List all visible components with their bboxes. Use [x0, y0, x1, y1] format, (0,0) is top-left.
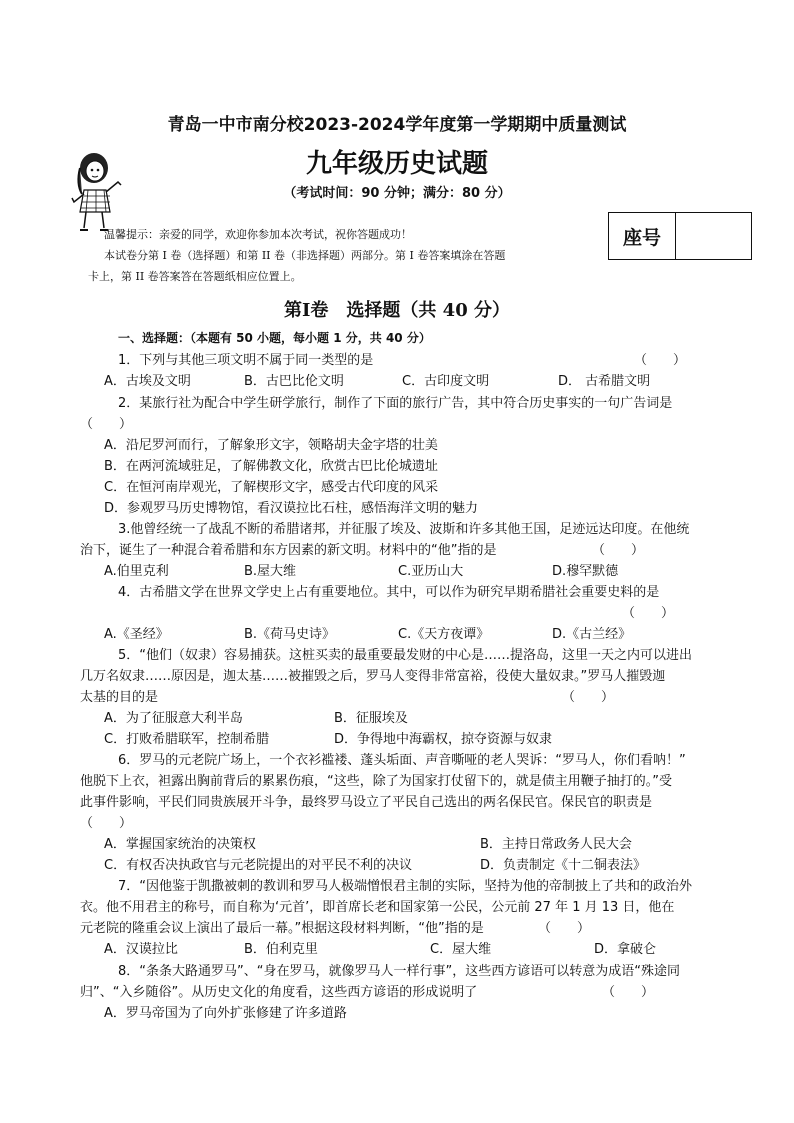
- seat-number-box: [608, 212, 752, 260]
- student-mascot-illustration: [66, 150, 126, 232]
- question-6-option-b: B．主持日常政务人民大会: [480, 837, 632, 852]
- question-3-option-d: D.穆罕默德: [552, 564, 619, 579]
- exam-title: 九年级历史试题: [305, 149, 488, 179]
- tip-line-1: 温馨提示：亲爱的同学，欢迎你参加本次考试，祝你答题成功！: [104, 228, 412, 241]
- question-1-option-b: B．古巴比伦文明: [244, 374, 344, 389]
- question-5-option-a: A．为了征服意大利半岛: [104, 711, 243, 726]
- question-1-stem: 1．下列与其他三项文明不属于同一类型的是: [118, 353, 374, 368]
- question-8-stem-line-2: 归”、“入乡随俗”。从历史文化的角度看，这些西方谚语的形成说明了: [80, 985, 478, 1000]
- question-4-answer-paren: （ ）: [622, 606, 675, 621]
- question-6-stem-line-2: 他脱下上衣，袒露出胸前背后的累累伤痕，“这些，除了为国家打仗留下的，就是债主用鞭子抽打的。”受: [80, 774, 672, 789]
- question-6-option-d: D．负责制定《十二铜表法》: [480, 858, 647, 873]
- question-3-stem-line-1: 3.他曾经统一了战乱不断的希腊诸邦，并征服了埃及、波斯和许多其他王国，足迹远达印度。在他统: [118, 522, 690, 537]
- question-7-stem-line-2: 衣。他不用君主的称号，而自称为‘元首’，即首席长老和国家第一公民，公元前 27 年 1 月 13 日，他在: [80, 900, 675, 915]
- question-7-stem-line-1: 7．“因他鉴于凯撒被刺的教训和罗马人极端憎恨君主制的实际，坚持为他的帝制披上了共和的政治外: [118, 879, 693, 894]
- question-1-option-c: C．古印度文明: [402, 374, 490, 389]
- question-2-option-b: B．在两河流域驻足，了解佛教文化，欣赏古巴比伦城遗址: [104, 459, 438, 474]
- question-5-option-c: C．打败希腊联军，控制希腊: [104, 732, 270, 747]
- question-4-stem: 4．古希腊文学在世界文学史上占有重要地位。其中，可以作为研究早期希腊社会重要史料的是: [118, 585, 660, 600]
- question-1-option-a: A．古埃及文明: [104, 374, 191, 389]
- question-5-option-d: D．争得地中海霸权，掠夺资源与奴隶: [334, 732, 553, 747]
- question-3-option-b: B.屋大维: [244, 564, 297, 579]
- question-5-stem-line-2: 几万名奴隶……原因是，迦太基……被摧毁之后，罗马人变得非常富裕，役使大量奴隶。”罗马人摧毁迦: [80, 669, 666, 684]
- question-2-stem-line-1: 2．某旅行社为配合中学生研学旅行，制作了下面的旅行广告，其中符合历史事实的一句广告词是: [118, 396, 673, 411]
- question-1-answer-paren: （ ）: [634, 353, 687, 368]
- question-3-answer-paren: （ ）: [592, 543, 645, 558]
- question-4-option-b: B.《荷马史诗》: [244, 627, 336, 642]
- question-6-option-c: C．有权否决执政官与元老院提出的对平民不利的决议: [104, 858, 413, 873]
- question-7-option-a: A．汉谟拉比: [104, 942, 178, 957]
- question-6-option-a: A．掌握国家统治的决策权: [104, 837, 256, 852]
- school-title: 青岛一中市南分校2023-2024学年度第一学期期中质量测试: [167, 115, 627, 135]
- seat-number-label: 座号: [609, 213, 676, 259]
- question-7-stem-line-3: 元老院的隆重会议上演出了最后一幕。”根据这段材料判断，“他”指的是: [80, 921, 484, 936]
- section-instruction: 一、选择题：（本题有 50 小题，每小题 1 分，共 40 分）: [118, 331, 431, 345]
- question-3-stem-line-2: 治下，诞生了一种混合着希腊和东方因素的新文明。材料中的“他”指的是: [80, 543, 497, 558]
- section-title: 第Ⅰ卷 选择题（共 40 分）: [283, 300, 510, 321]
- question-7-answer-paren: （ ）: [538, 921, 591, 936]
- question-6-stem-line-4: （ ）: [80, 816, 133, 831]
- question-1-option-d: D． 古希腊文明: [558, 374, 651, 389]
- question-5-stem-line-1: 5．“他们（奴隶）容易捕获。这桩买卖的最重要最发财的中心是……提洛岛，这里一天之内可以进出: [118, 648, 693, 663]
- question-2-stem-line-2: （ ）: [80, 417, 133, 432]
- question-3-option-c: C.亚历山大: [398, 564, 464, 579]
- question-7-option-b: B．伯利克里: [244, 942, 318, 957]
- question-2-option-a: A．沿尼罗河而行，了解象形文字，领略胡夫金字塔的壮美: [104, 438, 438, 453]
- question-7-option-c: C．屋大维: [430, 942, 492, 957]
- question-5-option-b: B．征服埃及: [334, 711, 408, 726]
- seat-number-field[interactable]: [676, 213, 751, 259]
- question-8-answer-paren: （ ）: [602, 985, 655, 1000]
- question-6-stem-line-3: 此事件影响，平民们同贵族展开斗争，最终罗马设立了平民自己选出的两名保民官。保民官的职责是: [80, 795, 653, 810]
- question-4-option-d: D.《古兰经》: [552, 627, 632, 642]
- question-7-option-d: D．拿破仑: [594, 942, 657, 957]
- question-4-option-a: A.《圣经》: [104, 627, 169, 642]
- question-5-answer-paren: （ ）: [562, 690, 615, 705]
- question-3-option-a: A.伯里克利: [104, 564, 169, 579]
- question-8-option-a: A．罗马帝国为了向外扩张修建了许多道路: [104, 1006, 347, 1021]
- question-2-option-d: D．参观罗马历史博物馆，看汉谟拉比石柱，感悟海洋文明的魅力: [104, 501, 479, 516]
- tip-line-3: 卡上，第 II 卷答案答在答题纸相应位置上。: [88, 270, 302, 283]
- question-8-stem-line-1: 8．“条条大路通罗马”、“身在罗马，就像罗马人一样行事”，这些西方谚语可以转意为成语“殊途同: [118, 964, 680, 979]
- question-4-option-c: C.《天方夜谭》: [398, 627, 490, 642]
- tip-line-2: 本试卷分第 I 卷（选择题）和第 II 卷（非选择题）两部分。第 I 卷答案填涂在答题: [104, 249, 506, 262]
- exam-info: （考试时间：90 分钟；满分：80 分）: [283, 186, 511, 201]
- question-6-stem-line-1: 6．罗马的元老院广场上，一个衣衫褴褛、蓬头垢面、声音嘶哑的老人哭诉：“罗马人，你们看呐！”: [118, 753, 686, 768]
- question-5-stem-line-3: 太基的目的是: [80, 690, 159, 705]
- question-2-option-c: C．在恒河南岸观光，了解楔形文字，感受古代印度的风采: [104, 480, 439, 495]
